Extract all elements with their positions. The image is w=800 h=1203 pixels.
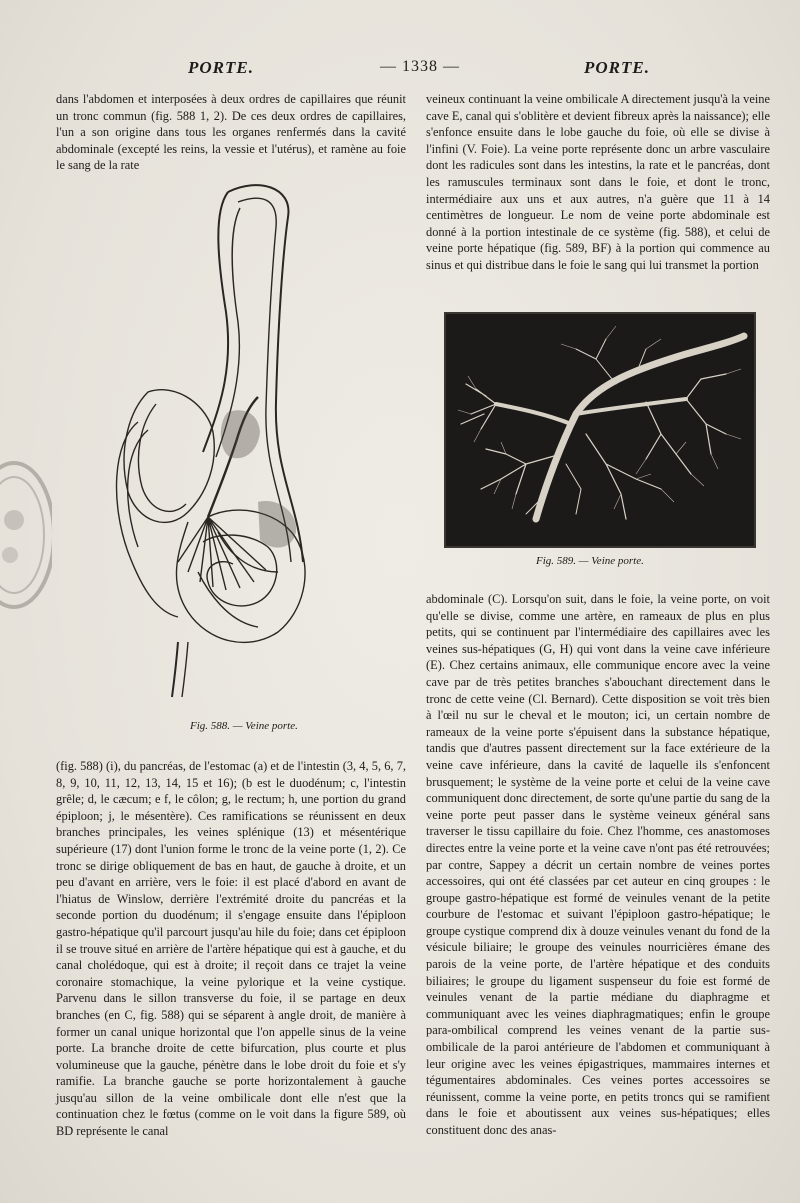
left-column-top-text — [56, 91, 406, 174]
running-head-left: PORTE. — [188, 58, 254, 77]
figure-589-caption: Fig. 589. — Veine porte. — [536, 555, 644, 567]
left-column-bottom-text — [56, 758, 406, 1140]
right-column-top-text — [426, 91, 770, 274]
paragraph: abdominale (C). Lorsqu'on suit, dans le foie, la veine porte, on voit qu'elle se divise, comme une artère, en rameaux de plus en plus petits, qui se continuent par l'intermédiaire des capillaires avec les veines sus-hépatiques (G, H) qui vont dans la veine cave inférieure (E). Chez certains animaux, elle communique encore avec la veine cave par de très petites branches s'abouchant directement dans le tronc de cette veine (Cl. Bernard). Cette disposition se voit très bien à l'œil nu sur le cheval et le mouton; ici, un certain nombre de rameaux de la veine porte s'épuisent dans la substance hépatique, tandis que d'autres passent directement sur la face extérieure de la veine cave inférieure, dans la cavité de laquelle ils s'enfoncent brusquement; le système de la veine porte et celui de la veine cave communiquent donc directement, de sorte qu'une partie du sang de la veine porte peut passer dans le système veineux général sans traverser le tissu capillaire du foie. Chez l'homme, ces anastomoses directes entre la veine porte et la veine cave n'ont pas été retrouvées; par contre, Sappey a décrit un certain nombre de veines portes accessoires, qui ont été classées par cet auteur en cinq groupes : le groupe gastro-hépatique est formé de veinules venant de la petite courbure de l'estomac et suivant l'épiploon gastro-hépatique; le groupe cystique comprend dix à douze veinules venant du fond de la vésicule biliaire; le groupe des veinules nourricières émane des parois de la veine porte, de l'artère hépatique et des conduits biliaires; le groupe du ligament suspenseur du foie est formé de veinules venant de la partie médiane du diaphragme et communiquant avec les veines diaphragmatiques; enfin le groupe para-ombilical comprend les veines venant de la partie sus-ombilicale de la paroi antérieure de l'abdomen et communiquant à leur origine avec les veines épigastriques, mammaires internes et tégumentaires abdominales. Ces veines portes accessoires se réunissent, comme la veine porte, en petits troncs qui se ramifient dans le foie et aboutissent aux veines sus-hépatiques; elles constituent donc des anas- — [426, 592, 770, 1137]
paragraph: veineux continuant la veine ombilicale A directement jusqu'à la veine cave E, canal qui s'oblitère et devient fibreux après la naissance); elle s'enfonce ensuite dans le lobe gauche du foie, où elle se divise à l'infini (V. Foie). La veine porte représente donc un arbre vasculaire dont les radicules sont dans les intestins, la rate et le pancréas, dont les ramuscules terminaux sont dans le foie, et dont le tronc, intermédiaire aux uns et aux autres, n'a guère que 11 à 14 centimètres de longueur. Le nom de veine porte abdominale est donné à la portion intestinale de ce système (fig. 588), et celui de veine porte hépatique (fig. 589, BF) à la portion qui commence au sinus et qui distribue dans le foie le sang qui lui transmet la portion — [426, 92, 770, 272]
figure-589-plate — [444, 312, 756, 548]
figure-589-illustration — [446, 314, 754, 546]
library-stamp — [0, 460, 52, 610]
figure-588-illustration — [108, 172, 328, 702]
page-number: — 1338 — — [380, 58, 460, 75]
paragraph: dans l'abdomen et interposées à deux ordres de capillaires que réunit un tronc commun (fig. 588 1, 2). De ces deux ordres de capillaires, l'un a son origine dans tous les organes renfermés dans la cavité abdominale (excepté les reins, la vessie et l'utérus), et ramène au foie le sang de la rate — [56, 92, 406, 173]
right-column-bottom-text — [426, 591, 770, 1139]
figure-588-caption: Fig. 588. — Veine porte. — [190, 720, 298, 732]
paragraph: (fig. 588) (i), du pancréas, de l'estomac (a) et de l'intestin (3, 4, 5, 6, 7, 8, 9, 10, 11, 12, 13, 14, 15 et 16); (b est le duodénum; c, l'intestin grêle; d, le cæcum; e f, le côlon; g, le rectum; h, une portion du grand épiploon; j, le mésentère). Ces ramifications se réunissent en deux branches principales, les veines splénique (13) et mésentérique supérieure (17) dont l'union forme le tronc de la veine porte (1, 2). Ce tronc se dirige obliquement de bas en haut, de gauche à droite, et un peu d'avant en arrière, vers le foie: il est placé d'abord en avant de l'hiatus de Winslow, derrière l'extrémité droite du pancréas et la seconde portion du duodénum; il s'engage ensuite dans l'épiploon gastro-hépatique qu'il parcourt jusqu'au hile du foie; dans cet épiploon il se trouve situé en arrière de l'artère hépatique qui est à gauche, et du canal cholédoque, qui est à droite; il reçoit dans ce trajet la veine coronaire stomachique, la veine pylorique et la veine cystique. Parvenu dans le sillon transverse du foie, il se partage en deux branches (en C, fig. 588) qui se séparent à angle droit, de manière à former un canal unique horizontal que l'on appelle sinus de la veine porte. La branche droite de cette bifurcation, plus courte et plus volumineuse que la gauche, pénètre dans le lobe droit du foie et s'y ramifie. La branche gauche se porte horizontalement à gauche jusqu'au sillon de la veine ombilicale dont elle n'est que la continuation chez le fœtus (comme on le voit dans la figure 589, où BD représente le canal — [56, 759, 406, 1139]
running-head-right: PORTE. — [584, 58, 650, 77]
